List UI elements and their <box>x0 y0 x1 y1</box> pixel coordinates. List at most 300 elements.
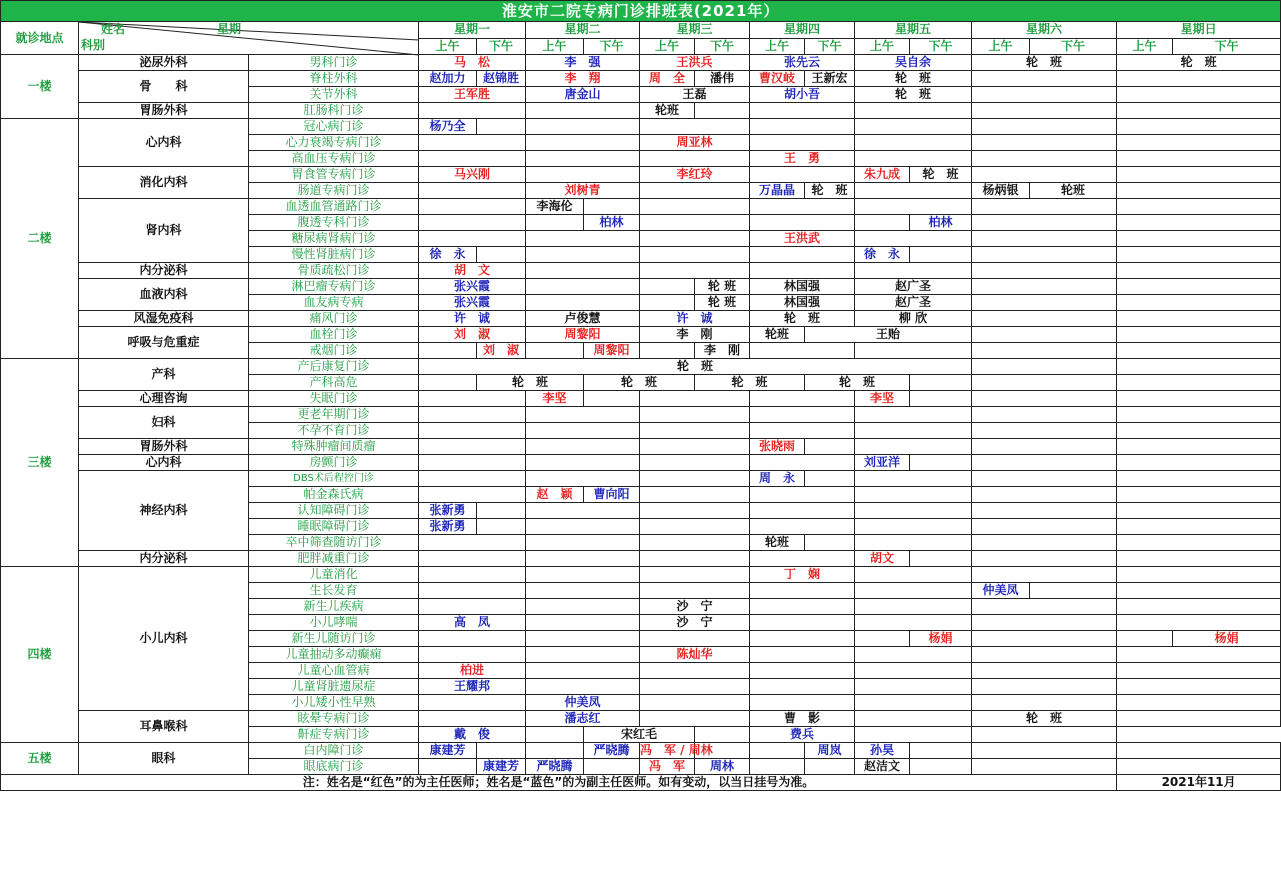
doctor-cell: 仲美凤 <box>526 695 640 711</box>
empty-cell <box>972 311 1117 327</box>
schedule-row <box>1 711 1281 727</box>
empty-cell <box>640 247 750 263</box>
doctor-cell: 林国强 <box>750 279 855 295</box>
doctor-cell: 许 诚 <box>419 311 526 327</box>
clinic-name: 儿童心血管病 <box>249 663 419 679</box>
empty-cell <box>640 679 750 695</box>
doctor-cell: 丁 娴 <box>750 567 855 583</box>
empty-cell <box>1117 695 1281 711</box>
schedule-row <box>1 407 1281 423</box>
empty-cell <box>750 119 855 135</box>
empty-cell <box>855 727 972 743</box>
empty-cell <box>477 743 526 759</box>
doctor-cell: 李海伦 <box>526 199 584 215</box>
empty-cell <box>526 439 640 455</box>
empty-cell <box>477 247 526 263</box>
page-title: 淮安市二院专病门诊排班表(2021年） <box>1 1 1281 22</box>
empty-cell <box>972 535 1117 551</box>
empty-cell <box>477 119 526 135</box>
empty-cell <box>910 247 972 263</box>
empty-cell <box>750 695 855 711</box>
doctor-cell: 严晓腾 <box>584 743 640 759</box>
empty-cell <box>910 391 972 407</box>
empty-cell <box>1117 567 1281 583</box>
empty-cell <box>972 455 1117 471</box>
empty-cell <box>805 759 855 775</box>
doctor-cell: 沙 宁 <box>640 615 750 631</box>
empty-cell <box>584 759 640 775</box>
empty-cell <box>972 295 1117 311</box>
empty-cell <box>972 503 1117 519</box>
doctor-cell: 王新宏 <box>805 71 855 87</box>
clinic-name: 白内障门诊 <box>249 743 419 759</box>
empty-cell <box>419 375 477 391</box>
empty-cell <box>419 583 526 599</box>
empty-cell <box>750 551 855 567</box>
clinic-name: 关节外科 <box>249 87 419 103</box>
empty-cell <box>526 631 640 647</box>
department-label: 消化内科 <box>79 167 249 199</box>
empty-cell <box>1117 615 1281 631</box>
diagonal-lines <box>79 22 419 55</box>
doctor-cell: 李 翔 <box>526 71 640 87</box>
empty-cell <box>1117 503 1281 519</box>
empty-cell <box>526 151 640 167</box>
empty-cell <box>640 663 750 679</box>
department-label: 妇科 <box>79 407 249 439</box>
empty-cell <box>419 343 477 359</box>
department-label: 内分泌科 <box>79 551 249 567</box>
footer-date: 2021年11月 <box>1117 775 1281 791</box>
header-row-days <box>1 22 1281 39</box>
empty-cell <box>419 423 526 439</box>
clinic-name: 更老年期门诊 <box>249 407 419 423</box>
doctor-cell: 康建芳 <box>477 759 526 775</box>
empty-cell <box>855 183 972 199</box>
empty-cell <box>419 183 526 199</box>
empty-cell <box>972 615 1117 631</box>
schedule-row <box>1 455 1281 471</box>
empty-cell <box>855 103 972 119</box>
empty-cell <box>640 567 750 583</box>
empty-cell <box>1117 487 1281 503</box>
doctor-cell: 轮班 <box>1030 183 1117 199</box>
doctor-cell: 杨乃全 <box>419 119 477 135</box>
empty-cell <box>972 663 1117 679</box>
clinic-name: 血友病专病 <box>249 295 419 311</box>
doctor-cell: 孙昊 <box>855 743 910 759</box>
doctor-cell: 冯 军 / 周林 <box>640 743 713 757</box>
doctor-cell: 轮 班 <box>477 375 584 391</box>
empty-cell <box>855 263 972 279</box>
empty-cell <box>526 599 640 615</box>
empty-cell <box>1117 535 1281 551</box>
doctor-cell: 轮 班 <box>584 375 695 391</box>
doctor-cell: 李坚 <box>526 391 584 407</box>
doctor-cell: 曹汉岐 <box>750 71 805 87</box>
empty-cell <box>419 215 526 231</box>
am-header: 上午 <box>750 38 805 55</box>
department-label: 产科 <box>79 359 249 391</box>
doctor-cell: 赵加力 <box>419 71 477 87</box>
empty-cell <box>750 407 855 423</box>
empty-cell <box>855 647 972 663</box>
empty-cell <box>750 679 855 695</box>
empty-cell <box>855 599 972 615</box>
empty-cell <box>1117 583 1281 599</box>
empty-cell <box>1117 295 1281 311</box>
empty-cell <box>640 295 695 311</box>
empty-cell <box>750 103 855 119</box>
empty-cell <box>805 535 855 551</box>
empty-cell <box>750 743 805 759</box>
clinic-name: 儿童抽动多动癫痫 <box>249 647 419 663</box>
schedule-row <box>1 167 1281 183</box>
empty-cell <box>1117 199 1281 215</box>
doctor-cell: 赵锦胜 <box>477 71 526 87</box>
empty-cell <box>695 103 750 119</box>
empty-cell <box>419 759 477 775</box>
clinic-name: 小儿哮喘 <box>249 615 419 631</box>
clinic-name: DBS术后程控门诊 <box>249 471 419 487</box>
empty-cell <box>419 711 526 727</box>
empty-cell <box>419 535 526 551</box>
empty-cell <box>855 695 972 711</box>
doctor-cell: 柳 欣 <box>855 311 972 327</box>
pm-header: 下午 <box>910 38 972 55</box>
empty-cell <box>526 423 640 439</box>
empty-cell <box>750 631 855 647</box>
empty-cell <box>477 503 526 519</box>
empty-cell <box>972 151 1117 167</box>
pm-header: 下午 <box>584 38 640 55</box>
empty-cell <box>1117 759 1281 775</box>
doctor-cell: 周黎阳 <box>526 327 640 343</box>
empty-cell <box>972 487 1117 503</box>
doctor-cell: 轮班 <box>750 535 805 551</box>
doctor-cell: 轮 班 <box>855 87 972 103</box>
empty-cell <box>972 439 1117 455</box>
empty-cell <box>640 151 750 167</box>
doctor-cell: 严晓腾 <box>526 759 584 775</box>
am-header: 上午 <box>419 38 477 55</box>
department-label: 骨 科 <box>79 71 249 103</box>
empty-cell <box>1117 375 1281 391</box>
department-label: 心内科 <box>79 455 249 471</box>
empty-cell <box>972 359 1117 375</box>
doctor-cell: 李 刚 <box>695 343 750 359</box>
schedule-row <box>1 359 1281 375</box>
doctor-cell: 周 全 <box>640 71 695 87</box>
empty-cell <box>750 423 855 439</box>
day-header: 星期四 <box>750 22 855 39</box>
schedule-row <box>1 327 1281 343</box>
empty-cell <box>750 583 855 599</box>
clinic-name: 产科高危 <box>249 375 419 391</box>
empty-cell <box>972 391 1117 407</box>
schedule-row <box>1 551 1281 567</box>
empty-cell <box>419 455 526 471</box>
empty-cell <box>419 551 526 567</box>
empty-cell <box>750 663 855 679</box>
empty-cell <box>526 215 584 231</box>
department-label: 内分泌科 <box>79 263 249 279</box>
empty-cell <box>640 551 750 567</box>
empty-cell <box>1117 215 1281 231</box>
doctor-cell: 胡文 <box>855 551 910 567</box>
department-label: 呼吸与危重症 <box>79 327 249 359</box>
empty-cell <box>972 631 1117 647</box>
empty-cell <box>695 727 750 743</box>
pm-header: 下午 <box>477 38 526 55</box>
empty-cell <box>750 759 805 775</box>
clinic-name: 心力衰竭专病门诊 <box>249 135 419 151</box>
empty-cell <box>526 455 640 471</box>
day-header: 星期一 <box>419 22 526 39</box>
department-label: 肾内科 <box>79 199 249 263</box>
empty-cell <box>526 247 640 263</box>
doctor-cell: 轮 班 <box>695 295 750 311</box>
schedule-row <box>1 743 1281 759</box>
doctor-cell: 李坚 <box>855 391 910 407</box>
doctor-cell: 赵洁文 <box>855 759 910 775</box>
empty-cell <box>972 343 1117 359</box>
doctor-cell: 朱九成 <box>855 167 910 183</box>
empty-cell <box>640 407 750 423</box>
doctor-cell: 柏林 <box>584 215 640 231</box>
empty-cell <box>1117 119 1281 135</box>
empty-cell <box>640 119 750 135</box>
doctor-cell: 王洪兵 <box>640 55 750 71</box>
empty-cell <box>526 535 640 551</box>
clinic-name: 新生儿随访门诊 <box>249 631 419 647</box>
doctor-cell: 胡小吾 <box>750 87 855 103</box>
empty-cell <box>855 567 972 583</box>
empty-cell <box>855 503 972 519</box>
doctor-cell: 唐金山 <box>526 87 640 103</box>
empty-cell <box>526 551 640 567</box>
doctor-cell: 冯 军 <box>640 759 695 775</box>
empty-cell <box>1117 391 1281 407</box>
empty-cell <box>1117 231 1281 247</box>
doctor-cell: 周黎阳 <box>584 343 640 359</box>
department-label: 泌尿外科 <box>79 55 249 71</box>
empty-cell <box>1117 407 1281 423</box>
empty-cell <box>419 391 526 407</box>
day-header: 星期六 <box>972 22 1117 39</box>
floor-label: 一楼 <box>1 55 79 119</box>
doctor-cell: 宋红毛 <box>584 727 695 743</box>
am-header: 上午 <box>972 38 1030 55</box>
empty-cell <box>526 263 640 279</box>
clinic-name: 糖尿病肾病门诊 <box>249 231 419 247</box>
clinic-name: 肥胖减重门诊 <box>249 551 419 567</box>
empty-cell <box>1117 711 1281 727</box>
department-label: 神经内科 <box>79 471 249 551</box>
empty-cell <box>640 263 750 279</box>
doctor-cell: 杨炳银 <box>972 183 1030 199</box>
empty-cell <box>640 183 750 199</box>
clinic-name: 小儿矮小性早熟 <box>249 695 419 711</box>
empty-cell <box>805 471 855 487</box>
clinic-name: 脊柱外科 <box>249 71 419 87</box>
clinic-name: 失眠门诊 <box>249 391 419 407</box>
schedule-row <box>1 471 1281 487</box>
clinic-name: 房颤门诊 <box>249 455 419 471</box>
doctor-cell: 王军胜 <box>419 87 526 103</box>
empty-cell <box>972 327 1117 343</box>
empty-cell <box>910 759 972 775</box>
empty-cell <box>855 535 972 551</box>
empty-cell <box>640 215 750 231</box>
doctor-cell: 王耀邦 <box>419 679 526 695</box>
empty-cell <box>972 119 1117 135</box>
doctor-cell: 张新勇 <box>419 503 477 519</box>
floor-label: 四楼 <box>1 567 79 743</box>
empty-cell <box>419 231 526 247</box>
floor-label: 五楼 <box>1 743 79 775</box>
diagonal-header <box>79 22 419 55</box>
clinic-name: 认知障碍门诊 <box>249 503 419 519</box>
empty-cell <box>855 679 972 695</box>
empty-cell <box>972 215 1117 231</box>
empty-cell <box>526 471 640 487</box>
doctor-cell: 马 松 <box>419 55 526 71</box>
clinic-name: 儿童肾脏遗尿症 <box>249 679 419 695</box>
clinic-name: 淋巴瘤专病门诊 <box>249 279 419 295</box>
clinic-name: 特殊肿瘤间质瘤 <box>249 439 419 455</box>
pm-header: 下午 <box>805 38 855 55</box>
doctor-cell: 林国强 <box>750 295 855 311</box>
empty-cell <box>750 391 855 407</box>
doctor-cell: 许 诚 <box>640 311 750 327</box>
empty-cell <box>419 151 526 167</box>
doctor-cell: 轮 班 <box>695 375 805 391</box>
empty-cell <box>972 679 1117 695</box>
clinic-name: 冠心病门诊 <box>249 119 419 135</box>
empty-cell <box>855 439 972 455</box>
department-label: 耳鼻喉科 <box>79 711 249 743</box>
empty-cell <box>526 343 584 359</box>
empty-cell <box>855 215 910 231</box>
empty-cell <box>750 487 855 503</box>
empty-cell <box>419 695 526 711</box>
empty-cell <box>419 135 526 151</box>
empty-cell <box>419 647 526 663</box>
location-header: 就诊地点 <box>1 22 79 55</box>
empty-cell <box>1117 647 1281 663</box>
empty-cell <box>855 631 910 647</box>
doctor-cell: 曹向阳 <box>584 487 640 503</box>
empty-cell <box>972 103 1117 119</box>
empty-cell <box>972 743 1117 759</box>
empty-cell <box>584 391 640 407</box>
empty-cell <box>972 279 1117 295</box>
empty-cell <box>972 199 1117 215</box>
doctor-cell: 吴自余 <box>855 55 972 71</box>
empty-cell <box>1117 343 1281 359</box>
empty-cell <box>750 263 855 279</box>
empty-cell <box>640 439 750 455</box>
doctor-cell: 潘志红 <box>526 711 640 727</box>
empty-cell <box>972 407 1117 423</box>
empty-cell <box>855 423 972 439</box>
empty-cell <box>855 151 972 167</box>
empty-cell <box>526 103 640 119</box>
doctor-cell: 刘 淑 <box>419 327 526 343</box>
empty-cell <box>1030 583 1117 599</box>
empty-cell <box>640 503 750 519</box>
empty-cell <box>526 743 584 759</box>
doctor-cell: 徐 永 <box>419 247 477 263</box>
empty-cell <box>640 391 750 407</box>
department-label: 胃肠外科 <box>79 439 249 455</box>
empty-cell <box>972 567 1117 583</box>
am-header: 上午 <box>855 38 910 55</box>
schedule-row <box>1 391 1281 407</box>
doctor-cell: 王磊 <box>640 87 750 103</box>
clinic-name: 高血压专病门诊 <box>249 151 419 167</box>
empty-cell <box>855 135 972 151</box>
doctor-cell: 王 勇 <box>750 151 855 167</box>
doctor-cell: 周岚 <box>805 743 855 759</box>
clinic-name: 不孕不育门诊 <box>249 423 419 439</box>
clinic-name: 血透血管通路门诊 <box>249 199 419 215</box>
empty-cell <box>526 503 640 519</box>
empty-cell <box>640 583 750 599</box>
empty-cell <box>1117 167 1281 183</box>
empty-cell <box>855 487 972 503</box>
empty-cell <box>1117 519 1281 535</box>
empty-cell <box>1117 663 1281 679</box>
empty-cell <box>1117 455 1281 471</box>
schedule-row <box>1 439 1281 455</box>
empty-cell <box>972 759 1117 775</box>
empty-cell <box>750 647 855 663</box>
clinic-name: 痛风门诊 <box>249 311 419 327</box>
department-label: 风湿免疫科 <box>79 311 249 327</box>
empty-cell <box>640 631 750 647</box>
department-label: 眼科 <box>79 743 249 775</box>
clinic-name: 眩晕专病门诊 <box>249 711 419 727</box>
schedule-row <box>1 103 1281 119</box>
pm-header: 下午 <box>1173 38 1281 55</box>
clinic-name: 腹透专科门诊 <box>249 215 419 231</box>
empty-cell <box>419 599 526 615</box>
empty-cell <box>1117 103 1281 119</box>
doctor-cell: 李 刚 <box>640 327 750 343</box>
empty-cell <box>972 375 1117 391</box>
empty-cell <box>972 231 1117 247</box>
clinic-name: 胃食管专病门诊 <box>249 167 419 183</box>
doctor-cell: 徐 永 <box>855 247 910 263</box>
title-row <box>1 1 1281 22</box>
empty-cell <box>640 455 750 471</box>
empty-cell <box>750 615 855 631</box>
doctor-cell: 潘伟 <box>695 71 750 87</box>
pm-header: 下午 <box>1030 38 1117 55</box>
empty-cell <box>750 167 855 183</box>
footer-row <box>1 775 1281 791</box>
empty-cell <box>526 647 640 663</box>
footer-note: 注：姓名是“红色”的为主任医师；姓名是“蓝色”的为副主任医师。如有变动，以当日挂号为准。 <box>1 775 1117 791</box>
empty-cell <box>526 567 640 583</box>
empty-cell <box>526 407 640 423</box>
doctor-cell: 高 凤 <box>419 615 526 631</box>
empty-cell <box>526 119 640 135</box>
empty-cell <box>750 519 855 535</box>
empty-cell <box>419 407 526 423</box>
